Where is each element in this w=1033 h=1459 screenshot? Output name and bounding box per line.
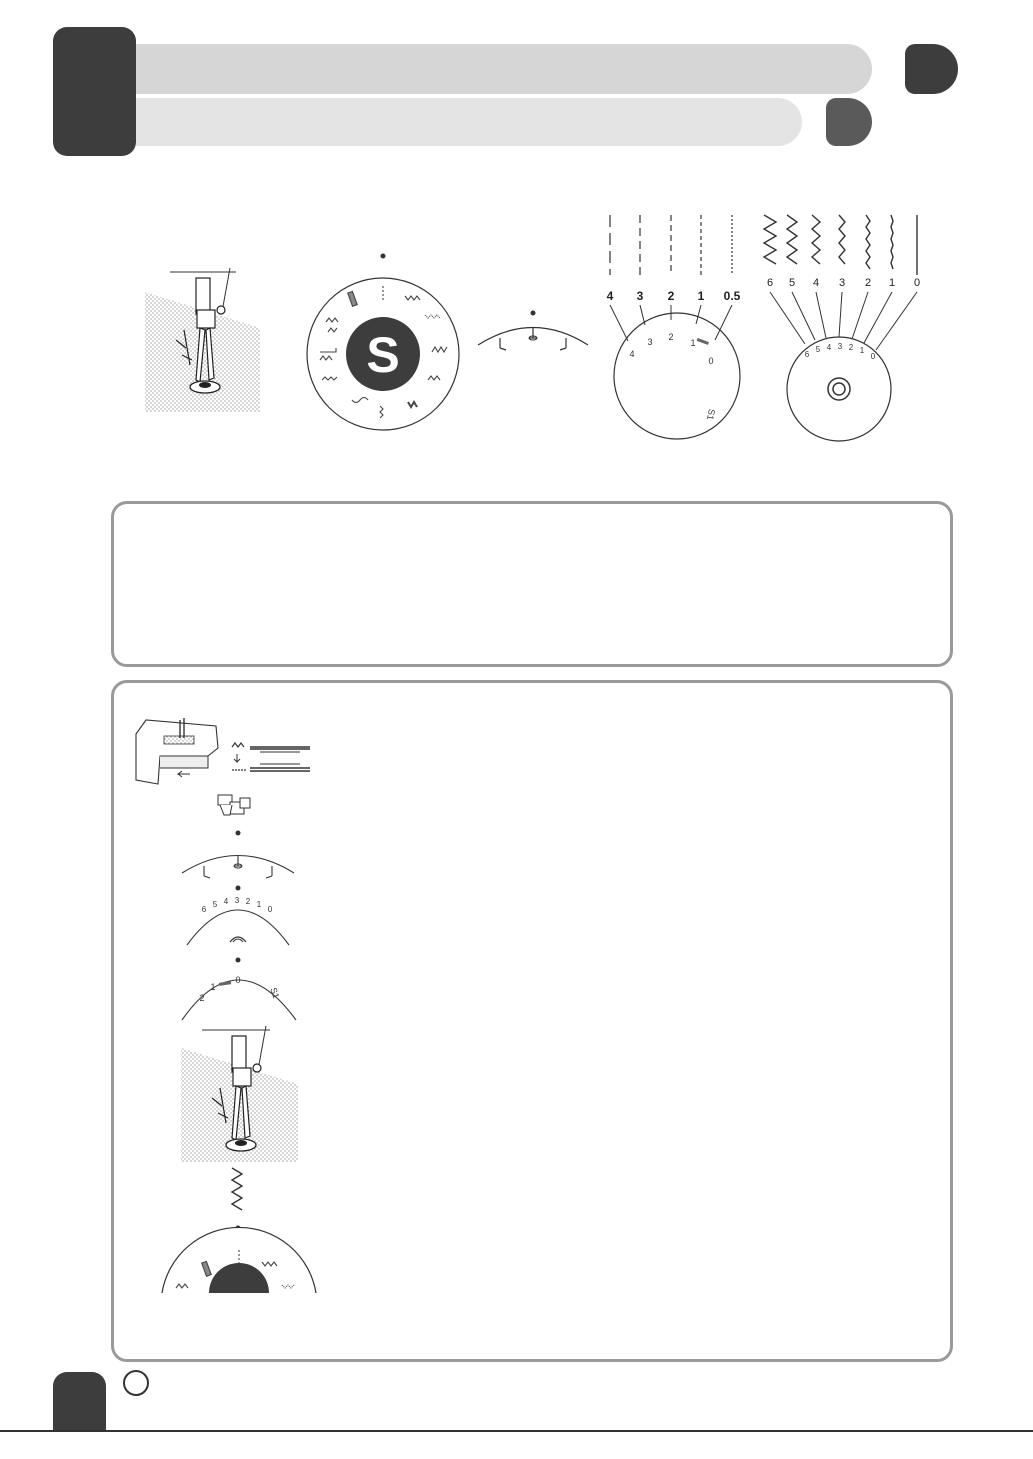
length-dial-number: 2 [668,332,674,342]
length-label: 0.5 [723,289,741,303]
zigzag-width-labels [767,277,920,289]
indicator-dot [236,831,241,836]
presser-foot-icon [145,268,260,412]
width-dial-number: 0 [267,905,273,914]
chapter-tab [53,27,136,156]
width-label: 0 [913,277,921,289]
presser-foot-icon [218,795,250,815]
info-box [111,501,953,667]
length-dial-number: 2 [199,993,205,1003]
stitch-length-dial [610,305,740,439]
width-dial-number: 2 [848,343,854,352]
length-dial-number: 0 [708,356,714,366]
width-dial-number: 3 [837,342,843,351]
feed-dog-lever-illustration [136,718,310,784]
length-dial-number: 4 [629,349,635,359]
width-dial-number: 5 [815,345,821,354]
length-dial-number: S1 [268,986,282,1000]
width-label: 3 [838,277,846,289]
length-dial-number: 1 [690,338,696,348]
stitch-length-dial [182,975,296,1020]
zigzag-icon [232,1168,242,1210]
stitch-length-labels [607,289,741,303]
zigzag-width-dial [187,896,289,945]
length-dial-number: 0 [235,975,241,985]
width-label: 2 [864,277,872,289]
width-dial-number: 2 [245,897,251,906]
indicator-dot [236,886,241,891]
step-illustrations [120,690,340,1300]
length-dial-number: 1 [210,982,216,992]
section-tab-dark [905,44,958,94]
width-dial-number: 1 [859,346,865,355]
length-dial-number: 3 [647,337,653,347]
width-dial-number: 6 [201,905,207,914]
subsection-tab-dark [826,98,872,146]
length-label: 3 [636,289,644,303]
length-label: 2 [667,289,675,303]
subtitle-bar [136,98,802,146]
indicator-dot [236,958,241,963]
width-dial-number: 3 [234,896,240,905]
width-dial-number: 0 [870,352,876,361]
width-label: 4 [812,277,820,289]
footer-rule [0,1430,1033,1432]
title-bar [136,44,872,94]
needle-position-dial [478,311,588,351]
page-number-tab [53,1372,106,1432]
width-dial-number: 1 [256,900,262,909]
width-label: 6 [766,277,774,289]
length-label: 4 [606,289,614,303]
length-dial-number: S1 [705,408,717,421]
zigzag-width-dial [770,292,917,441]
stitch-length-samples [610,215,732,275]
length-label: 1 [697,289,705,303]
presser-foot-illustration [181,1026,298,1162]
selector-letter: S [366,327,400,383]
pattern-selector-dial [307,254,459,431]
language-indicator-icon [123,1370,149,1396]
width-label: 1 [888,277,896,289]
pattern-selector-dial [162,1227,316,1293]
width-dial-number: 5 [212,900,218,909]
width-label: 5 [788,277,796,289]
zigzag-width-samples [764,215,917,275]
width-dial-number: 6 [804,350,810,359]
needle-position-dial [182,856,294,879]
width-dial-number: 4 [223,897,229,906]
width-dial-number: 4 [826,343,832,352]
top-illustrations [0,200,1033,460]
